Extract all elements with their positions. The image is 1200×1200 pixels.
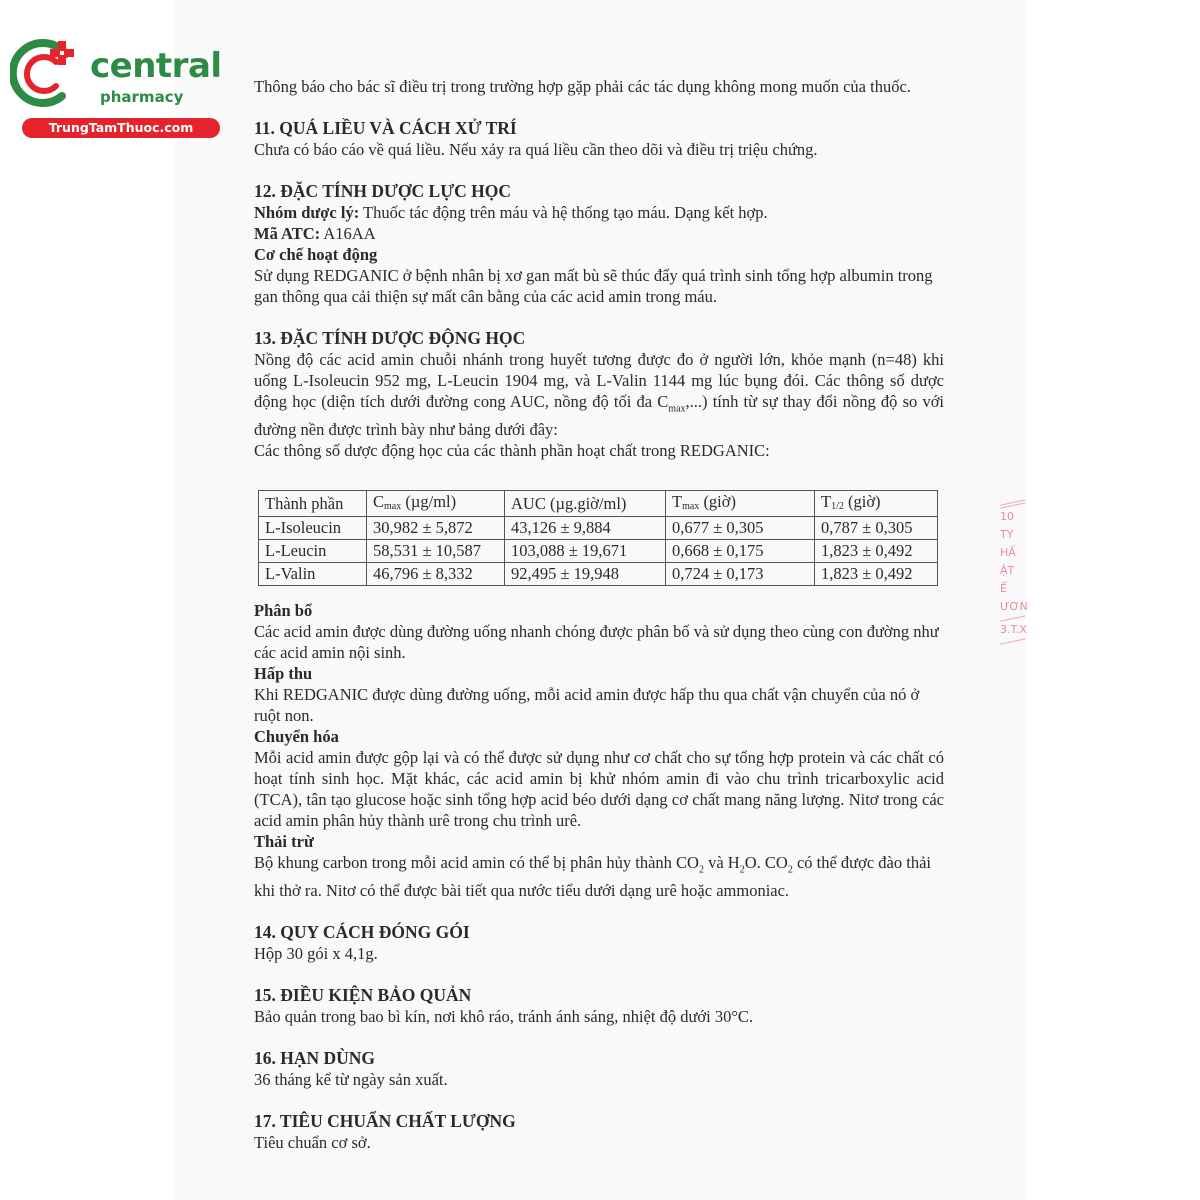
section-17-body: Tiêu chuẩn cơ sở. <box>254 1133 371 1153</box>
stamp-text: 10 <box>1000 510 1014 523</box>
pharmacologic-group <box>254 202 944 223</box>
cell-cmax: 58,531 ± 10,587 <box>367 540 505 563</box>
pk-body-text-end: ,...) tính từ sự thay đổi nồng độ so với đường nền được trình bày như bảng dưới đây: <box>254 392 945 440</box>
table-header-row <box>259 491 938 517</box>
document-body-lower <box>254 600 944 1153</box>
metabolism-body: Mỗi acid amin được gộp lại và có thể được sử dụng như cơ chất cho sự tổng hợp protein và các chất có hoạt tính sinh học. Mặt khác, các acid amin bị khử nhóm amin đi vào chu trình tricarboxylic acid (TCA), tân tạo glucose hoặc sinh tổng hợp acid béo dưới dạng cơ chất mang năng lượng. Nitơ trong các acid amin phân hủy thành urê trong chu trình urê. <box>254 748 944 830</box>
cmax-subscript: max <box>668 403 686 415</box>
section-15-title: 15. ĐIỀU KIỆN BẢO QUẢN <box>254 985 472 1006</box>
pharmacokinetics-table <box>258 490 938 586</box>
atc-code <box>254 223 944 244</box>
atc-label: Mã ATC: <box>254 224 321 243</box>
section-11-title: 11. QUÁ LIỀU VÀ CÁCH XỬ TRÍ <box>254 118 517 138</box>
cell-thalf: 1,823 ± 0,492 <box>815 563 938 586</box>
absorption-body: Khi REDGANIC được dùng đường uống, mỗi acid amin được hấp thu qua chất vận chuyển của nó ở ruột non. <box>254 685 920 725</box>
mechanism-title: Cơ chế hoạt động <box>254 245 378 264</box>
section-16-title: 16. HẠN DÙNG <box>254 1048 376 1069</box>
stamp-text: TY <box>1000 528 1014 541</box>
section-17-title: 17. TIÊU CHUẨN CHẤT LƯỢNG <box>254 1111 516 1132</box>
elimination-title: Thải trừ <box>254 832 314 851</box>
section-15-body: Bảo quản trong bao bì kín, nơi khô ráo, tránh ánh sáng, nhiệt độ dưới 30°C. <box>254 1007 754 1027</box>
section-11-body: Chưa có báo cáo về quá liều. Nếu xảy ra quá liều cần theo dõi và điều trị triệu chứng. <box>254 140 818 159</box>
header-tmax: $T_{max}$ (giờ) <box>666 491 815 517</box>
distribution-body: Các acid amin được dùng đường uống nhanh chóng được phân bố và sử dụng theo cùng con đường như các acid amin nội sinh. <box>254 622 939 662</box>
central-logo-icon <box>10 38 82 110</box>
pharmacologic-group-label: Nhóm dược lý: <box>254 203 360 222</box>
section-16-body: 36 tháng kể từ ngày sản xuất. <box>254 1070 448 1090</box>
cell-thalf: 1,823 ± 0,492 <box>815 540 938 563</box>
section-13-title: 13. ĐẶC TÍNH DƯỢC ĐỘNG HỌC <box>254 328 526 348</box>
cell-auc: 43,126 ± 9,884 <box>505 517 666 540</box>
cell-thalf: 0,787 ± 0,305 <box>815 517 938 540</box>
header-component: Thành phần <box>259 491 367 517</box>
cell-component: L-Isoleucin <box>259 517 367 540</box>
section-13-body <box>254 349 944 440</box>
cell-tmax: 0,668 ± 0,175 <box>666 540 815 563</box>
brand-name: central <box>90 46 222 86</box>
table-row <box>259 540 938 563</box>
header-cmax: $C_{max}$ (µg/ml) <box>367 491 505 517</box>
cell-tmax: 0,724 ± 0,173 <box>666 563 815 586</box>
header-auc: AUC (µg.giờ/ml) <box>505 491 666 517</box>
cell-tmax: 0,677 ± 0,305 <box>666 517 815 540</box>
stamp-text: HẤ <box>1000 546 1016 559</box>
cell-component: L-Leucin <box>259 540 367 563</box>
pk-body-text: Nồng độ các acid amin chuỗi nhánh trong huyết tương được đo ở người lớn, khỏe mạnh (n=48) khi uống L-Isoleucin 952 mg, L-Leucin 1904 mg, và L-Valin 1144 mg lúc bụng đói. Các thông số dược động học (diện tích dưới đường cong AUC, nồng độ tối đa C <box>254 350 944 411</box>
header-thalf: $T_{1/2}$ (giờ) <box>815 491 938 517</box>
section-12-title: 12. ĐẶC TÍNH DƯỢC LỰC HỌC <box>254 181 511 201</box>
brand-subtitle: pharmacy <box>100 88 184 106</box>
cell-auc: 92,495 ± 19,948 <box>505 563 666 586</box>
atc-value: A16AA <box>320 224 376 243</box>
cell-cmax: 30,982 ± 5,872 <box>367 517 505 540</box>
elimination-body: Bộ khung carbon trong mỗi acid amin có thể bị phân hủy thành $CO_2$ và $H_2O$. $CO_2$ có thể được đào thải khi thở ra. Nitơ có thể được bài tiết qua nước tiểu dưới dạng urê hoặc ammoniac. <box>254 853 931 901</box>
section-14-title: 14. QUY CÁCH ĐÓNG GÓI <box>254 922 470 943</box>
stamp-text: ƯƠN <box>1000 600 1028 613</box>
pharmacologic-group-value: Thuốc tác động trên máu và hệ thống tạo máu. Dạng kết hợp. <box>359 203 768 222</box>
cell-auc: 103,088 ± 19,671 <box>505 540 666 563</box>
distribution-title: Phân bố <box>254 601 313 620</box>
intro-text: Thông báo cho bác sĩ điều trị trong trường hợp gặp phải các tác dụng không mong muốn của thuốc. <box>254 77 911 96</box>
table-row <box>259 517 938 540</box>
metabolism-title: Chuyển hóa <box>254 727 339 746</box>
mechanism-body: Sử dụng REDGANIC ở bệnh nhân bị xơ gan mất bù sẽ thúc đẩy quá trình sinh tổng hợp albumin trong gan thông qua cải thiện sự mất cân bằng của các acid amin trong máu. <box>254 266 933 306</box>
partial-red-stamp <box>1000 500 1030 665</box>
table-row <box>259 563 938 586</box>
brand-website: TrungTamThuoc.com <box>22 118 220 138</box>
cell-cmax: 46,796 ± 8,332 <box>367 563 505 586</box>
document-body <box>254 76 944 461</box>
stamp-text: 3.T.X <box>1000 623 1027 636</box>
section-14-body: Hộp 30 gói x 4,1g. <box>254 944 378 964</box>
stamp-text: Ế <box>1000 582 1007 595</box>
table-caption: Các thông số dược động học của các thành phần hoạt chất trong REDGANIC: <box>254 441 770 461</box>
stamp-text: ẬT <box>1000 564 1015 577</box>
central-pharmacy-logo <box>10 38 222 138</box>
cell-component: L-Valin <box>259 563 367 586</box>
absorption-title: Hấp thu <box>254 664 313 683</box>
